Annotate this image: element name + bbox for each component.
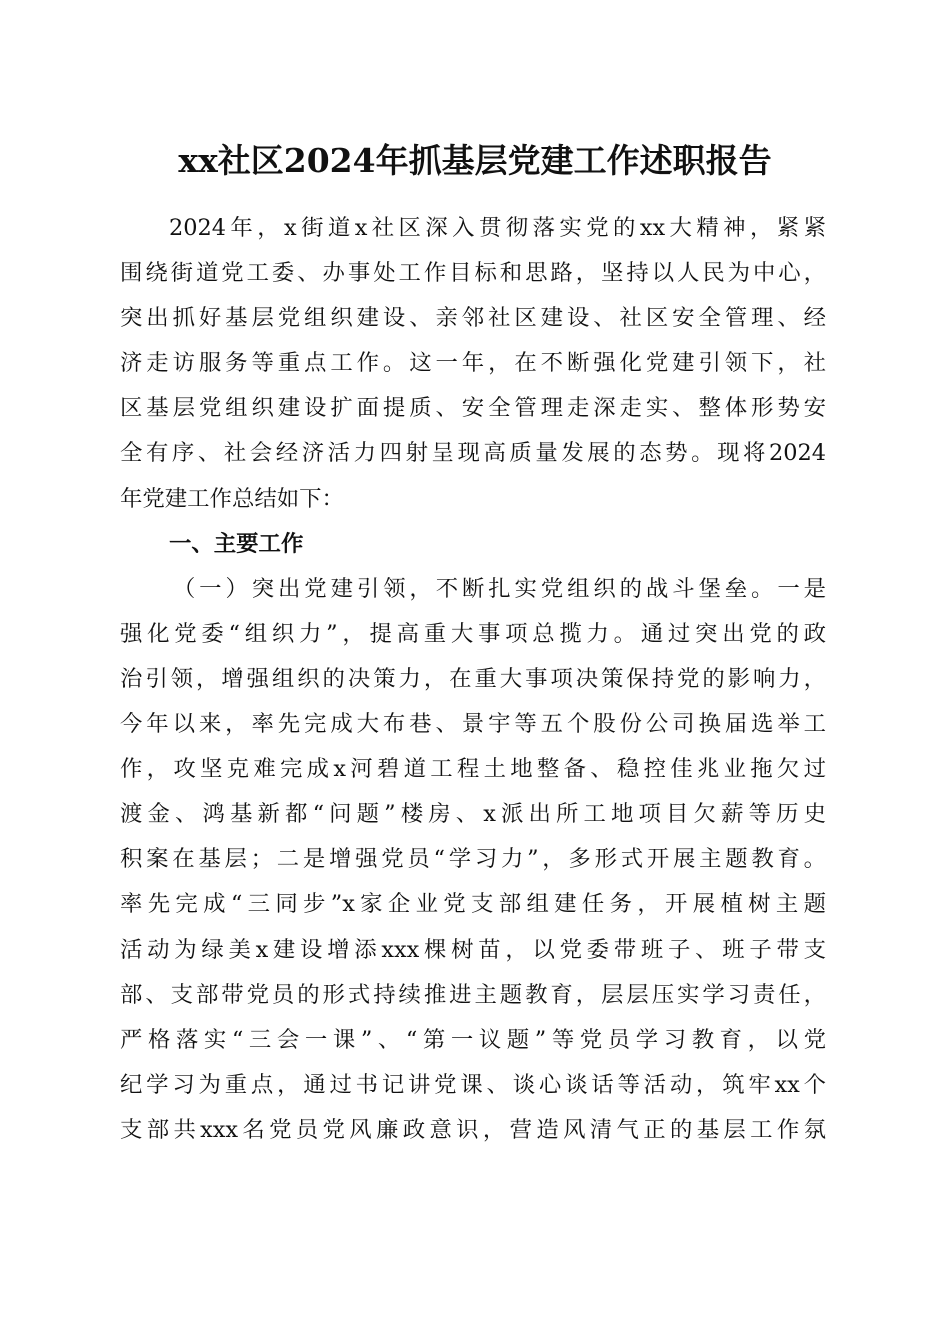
text-line: 纪学习为重点，通过书记讲党课、谈心谈话等活动，筑牢xx个 [120, 1071, 826, 1098]
text-line: 今年以来，率先完成大布巷、景宇等五个股份公司换届选举工 [120, 711, 826, 738]
text-line: 活动为绿美x建设增添xxx棵树苗，以党委带班子、班子带支 [120, 936, 826, 963]
text-line: 渡金、鸿基新都“问题”楼房、x派出所工地项目欠薪等历史 [120, 801, 826, 828]
text-line: 积案在基层；二是增强党员“学习力”，多形式开展主题教育。 [120, 846, 826, 873]
text-line: 率先完成“三同步”x家企业党支部组建任务，开展植树主题 [120, 891, 826, 918]
text-line: 全有序、社会经济活力四射呈现高质量发展的态势。现将2024 [120, 440, 826, 467]
text-line: 强化党委“组织力”，提高重大事项总揽力。通过突出党的政 [120, 620, 826, 647]
document-title: xx社区2024年抓基层党建工作述职报告 [178, 141, 772, 180]
section-heading: 一、主要工作 [169, 530, 304, 557]
text-line: （一）突出党建引领，不断扎实党组织的战斗堡垒。一是 [169, 575, 826, 602]
document-body [120, 206, 826, 1153]
text-line: 作，攻坚克难完成x河碧道工程土地整备、稳控佳兆业拖欠过 [120, 756, 826, 783]
text-line: 区基层党组织建设扩面提质、安全管理走深走实、整体形势安 [120, 395, 826, 422]
text-line: 济走访服务等重点工作。这一年，在不断强化党建引领下，社 [120, 350, 826, 377]
text-line: 突出抓好基层党组织建设、亲邻社区建设、社区安全管理、经 [120, 305, 826, 332]
text-line: 严格落实“三会一课”、“第一议题”等党员学习教育，以党 [120, 1026, 826, 1053]
text-line: 治引领，增强组织的决策力，在重大事项决策保持党的影响力， [120, 665, 826, 692]
text-line: 围绕街道党工委、办事处工作目标和思路，坚持以人民为中心， [120, 260, 826, 287]
text-line: 2024年，x街道x社区深入贯彻落实党的xx大精神，紧紧 [169, 215, 826, 241]
text-line: 支部共xxx名党员党风廉政意识，营造风清气正的基层工作氛 [120, 1116, 826, 1143]
text-line: 年党建工作总结如下： [120, 485, 344, 512]
text-line: 部、支部带党员的形式持续推进主题教育，层层压实学习责任， [120, 981, 826, 1008]
